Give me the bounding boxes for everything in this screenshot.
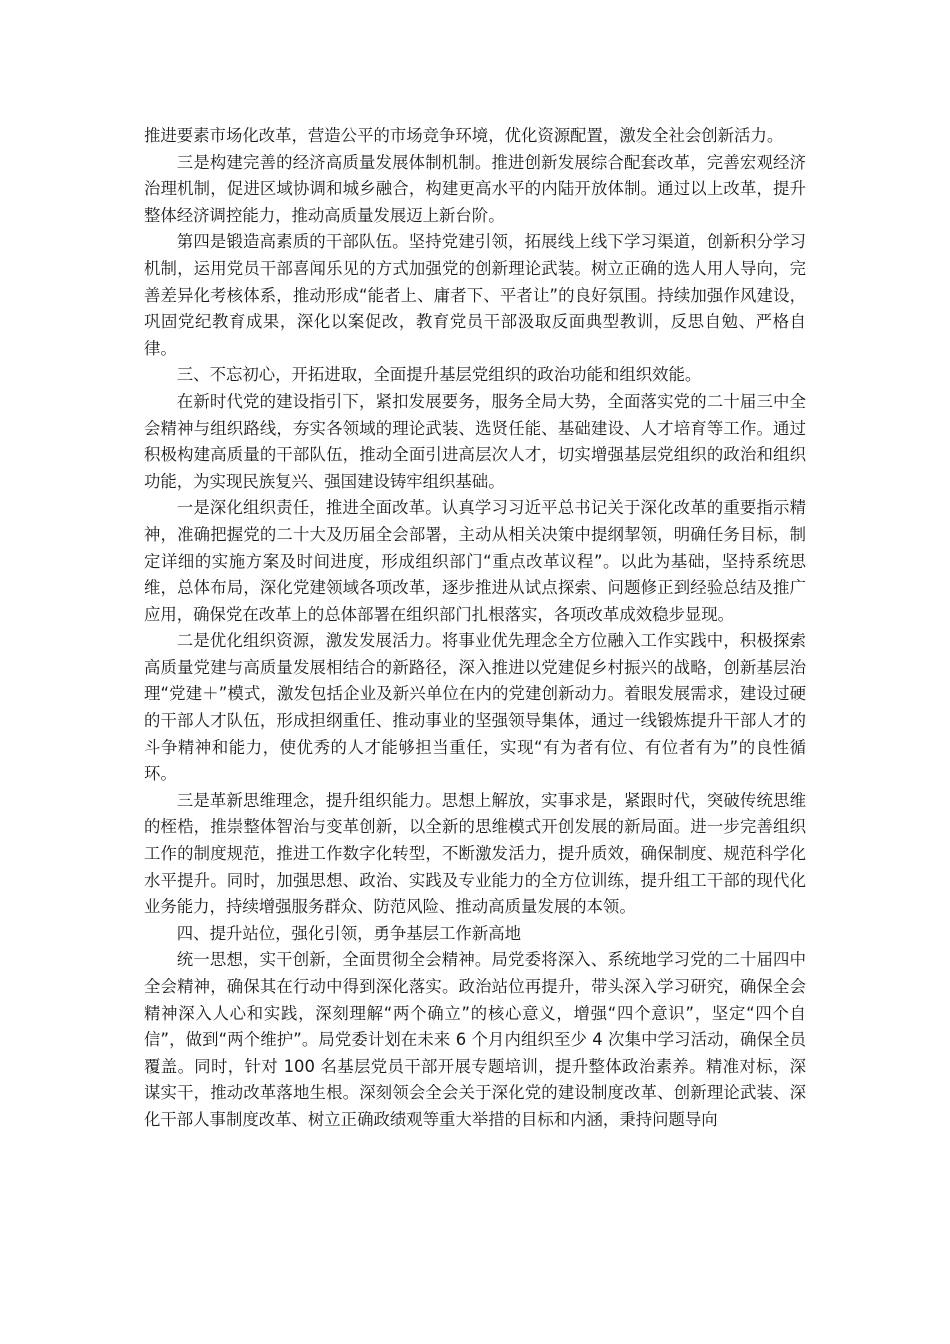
paragraph-cadre-team: 第四是锻造高素质的干部队伍。坚持党建引领，拓展线上线下学习渠道，创新积分学习机制，运用党员干部喜闻乐见的方式加强党的创新理论武装。树立正确的选人用人导向，完善差异化考核体系，推动形成“能者上、庸者下、平者让”的良好氛围。持续加强作风建设，巩固党纪教育成果，深化以案促改，教育党员干部汲取反面典型教训，反思自勉、严格自律。 [144, 232, 806, 358]
section-heading-4: 四、提升站位，强化引领，勇争基层工作新高地 [176, 923, 521, 943]
paragraph-innovate-thinking: 三是革新思维理念，提升组织能力。思想上解放，实事求是，紧跟时代，突破传统思维的桎梏，推崇整体智治与变革创新，以全新的思维模式开创发展的新局面。进一步完善组织工作的制度规范，推进工作数字化转型，不断激发活力，提升质效，确保制度、规范科学化水平提升。同时，加强思想、政治、实践及专业能力的全方位训练，提升组工干部的现代化业务能力，持续增强服务群众、防范风险、推动高质量发展的本领。 [144, 790, 806, 917]
document-page [144, 123, 806, 1134]
paragraph-deepen-responsibility: 一是深化组织责任，推进全面改革。认真学习习近平总书记关于深化改革的重要指示精神，准确把握党的二十大及历届全会部署，主动从相关决策中提纲挈领，明确任务目标，制定详细的实施方案及时间进度，形成组织部门“重点改革议程”。以此为基础，坚持系统思维，总体布局，深化党建领域各项改革，逐步推进从试点探索、问题修正到经验总结及推广应用，确保党在改革上的总体部署在组织部门扎根落实，各项改革成效稳步显现。 [144, 498, 806, 624]
paragraph-optimize-resources: 二是优化组织资源，激发发展活力。将事业优先理念全方位融入工作实践中，积极探索高质量党建与高质量发展相结合的新路径，深入推进以党建促乡村振兴的战略，创新基层治理“党建＋”模式，激发包括企业及新兴单位在内的党建创新动力。着眼发展需求，建设过硬的干部人才队伍，形成担纲重任、推动事业的坚强领导集体，通过一线锻炼提升干部人才的斗争精神和能力，使优秀的人才能够担当重任，实现“有为者有位、有位者有为”的良性循环。 [144, 631, 806, 784]
paragraph-continuation: 推进要素市场化改革，营造公平的市场竞争环境，优化资源配置，激发全社会创新活力。 [144, 126, 784, 145]
section-heading-3: 三、不忘初心，开拓进取，全面提升基层党组织的政治功能和组织效能。 [176, 365, 702, 385]
paragraph-section-3-intro: 在新时代党的建设指引下，紧扣发展要务，服务全局大势，全面落实党的二十届三中全会精神与组织路线，夯实各领域的理论武装、选贤任能、基础建设、人才培育等工作。通过积极构建高质量的干部队伍，推动全面引进高层次人才，切实增强基层党组织的政治和组织功能，为实现民族复兴、强国建设铸牢组织基础。 [144, 391, 806, 491]
paragraph-economic-system: 三是构建完善的经济高质量发展体制机制。推进创新发展综合配套改革，完善宏观经济治理机制，促进区域协调和城乡融合，构建更高水平的内陆开放体制。通过以上改革，提升整体经济调控能力，推动高质量发展迈上新台阶。 [144, 152, 806, 225]
paragraph-unify-thought: 统一思想，实干创新，全面贯彻全会精神。局党委将深入、系统地学习党的二十届四中全会精神，确保其在行动中得到深化落实。政治站位再提升，带头深入学习研究，确保全会精神深入人心和实践，深刻理解“两个确立”的核心意义，增强“四个意识”，坚定“四个自信”，做到“两个维护”。局党委计划在未来 6 个月内组织至少 4 次集中学习活动，确保全员覆盖。同时，针对 100 名基层党员干部开展专题培训，提升整体政治素养。精准对标，深谋实干，推动改革落地生根。深刻领会全会关于深化党的建设制度改革、创新理论武装、深化干部人事制度改革、树立正确政绩观等重大举措的目标和内涵，秉持问题导向 [144, 950, 806, 1129]
